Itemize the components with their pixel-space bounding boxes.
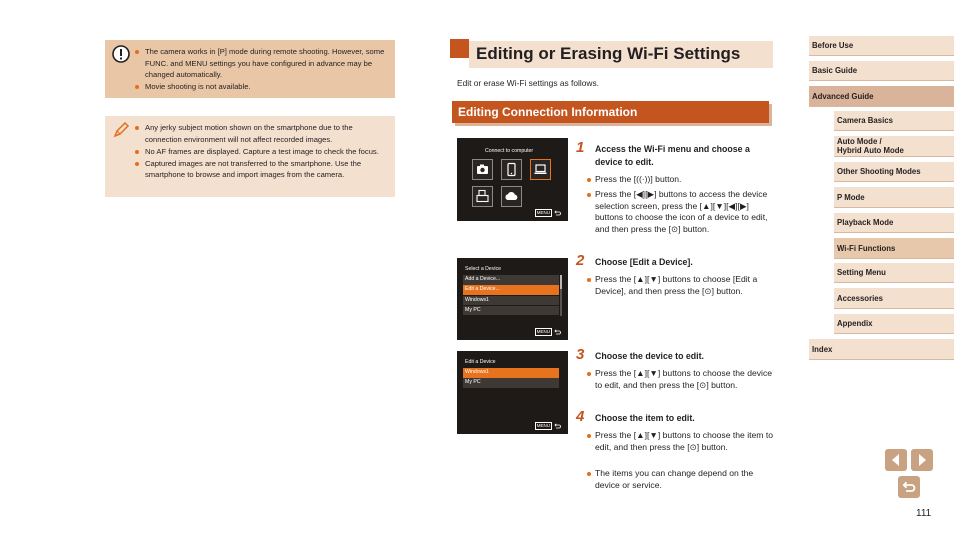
- step-bullet: [587, 189, 775, 235]
- screen-title: Select a Device: [465, 266, 502, 272]
- return-icon: [554, 423, 561, 429]
- menu-row: My PC: [463, 306, 559, 316]
- page-number: 111: [916, 508, 932, 519]
- return-icon: [554, 329, 561, 335]
- nav-label: [837, 137, 904, 155]
- nav-basic-guide[interactable]: [809, 61, 954, 81]
- return-icon: [554, 210, 561, 216]
- step-number: 3: [576, 346, 585, 363]
- smartphone-icon: [501, 159, 522, 180]
- menu-row-selected: Edit a Device...: [463, 285, 559, 295]
- menu-label: MENU: [536, 210, 550, 215]
- tips-item: No AF frames are displayed. Capture a test image to check the focus.: [133, 146, 387, 158]
- nav-label: Setting Menu: [837, 268, 886, 277]
- nav-appendix[interactable]: [834, 314, 954, 334]
- nav-label: Playback Mode: [837, 218, 894, 227]
- step-bullet: [587, 274, 775, 297]
- bullet-text: Press the [▲][▼] buttons to choose the device to edit, and then press the [⊙] button.: [595, 368, 773, 390]
- screen-title: Connect to computer: [485, 148, 534, 154]
- menu-row: My PC: [463, 378, 559, 388]
- camera-screen-connect: [457, 138, 568, 221]
- nav-label: P Mode: [837, 192, 865, 202]
- nav-label: Before Use: [812, 41, 854, 50]
- bullet-text: Press the [((·))] button.: [595, 174, 682, 184]
- nav-label: Basic Guide: [812, 66, 858, 75]
- nav-before-use[interactable]: [809, 36, 954, 56]
- nav-label: Advanced Guide: [812, 91, 874, 101]
- next-page-button[interactable]: [911, 449, 933, 471]
- menu-back-indicator: [535, 328, 561, 336]
- printer-icon: [472, 186, 493, 207]
- camera-icon: [472, 159, 493, 180]
- screen-title: Edit a Device: [465, 359, 496, 365]
- nav-label: Camera Basics: [837, 116, 893, 125]
- nav-label: Index: [812, 344, 833, 354]
- step-heading: Choose the device to edit.: [595, 351, 705, 361]
- caution-icon: [111, 44, 131, 64]
- nav-camera-basics[interactable]: [834, 111, 954, 131]
- nav-accessories[interactable]: [834, 288, 954, 309]
- step-number: 2: [576, 252, 585, 269]
- tips-item: Any jerky subject motion shown on the smartphone due to the connection environment will not affect recorded images.: [133, 122, 387, 145]
- nav-auto-mode[interactable]: [834, 136, 954, 157]
- title-marker: [450, 39, 469, 58]
- arrow-right-icon: [914, 452, 930, 468]
- tips-item: Captured images are not transferred to the smartphone. Use the smartphone to browse and import images from the camera.: [133, 158, 387, 181]
- camera-screen-select-device: [457, 258, 568, 340]
- nav-other-shooting-modes[interactable]: [834, 162, 954, 182]
- menu-back-indicator: [535, 209, 561, 217]
- previous-page-button[interactable]: [885, 449, 907, 471]
- step-bullet: [587, 368, 775, 391]
- menu-row: Windows1: [463, 296, 559, 306]
- nav-label-line1: Auto Mode /: [837, 137, 882, 146]
- caution-box: [105, 40, 395, 98]
- nav-label-line2: Hybrid Auto Mode: [837, 146, 904, 155]
- step-bullet: [587, 174, 775, 186]
- menu-back-indicator: [535, 422, 561, 430]
- nav-playback-mode[interactable]: [834, 213, 954, 233]
- nav-advanced-guide[interactable]: [809, 86, 954, 107]
- nav-wifi-functions[interactable]: [834, 238, 954, 259]
- menu-label: MENU: [536, 423, 550, 428]
- nav-p-mode[interactable]: [834, 187, 954, 208]
- nav-label: Wi-Fi Functions: [837, 243, 896, 253]
- intro-text: Edit or erase Wi-Fi settings as follows.: [457, 78, 599, 88]
- bullet-text: Press the [▲][▼] buttons to choose the item to edit, and then press the [⊙] button.: [595, 430, 773, 452]
- page-title: Editing or Erasing Wi-Fi Settings: [476, 44, 741, 63]
- bullet-text: The items you can change depend on the device or service.: [595, 468, 754, 490]
- step-number: 4: [576, 408, 585, 425]
- device-menu-list: [463, 275, 559, 316]
- section-title: Editing Connection Information: [458, 105, 638, 119]
- caution-item: Movie shooting is not available.: [133, 81, 387, 93]
- camera-screen-edit-device: [457, 351, 568, 434]
- nav-setting-menu[interactable]: [834, 263, 954, 283]
- return-button[interactable]: [898, 476, 920, 498]
- menu-row-selected: Windows1: [463, 368, 559, 378]
- step-number: 1: [576, 139, 585, 156]
- nav-label: Accessories: [837, 293, 883, 303]
- menu-row: Add a Device...: [463, 275, 559, 285]
- nav-label: Appendix: [837, 319, 873, 328]
- nav-label: Other Shooting Modes: [837, 167, 921, 176]
- menu-label: MENU: [536, 329, 550, 334]
- bullet-text: Press the [◀][▶] buttons to access the device selection screen, press the [▲][▼][◀][▶] buttons to choose the icon of a device to edit, and then press the [⊙] button.: [595, 189, 768, 234]
- step-heading: Choose the item to edit.: [595, 413, 695, 423]
- device-list: [463, 368, 559, 389]
- caution-item: The camera works in [P] mode during remote shooting. However, some FUNC. and MENU settings you have configured in advance may be changed automatically.: [133, 46, 387, 81]
- tips-box: [105, 116, 395, 197]
- return-icon: [901, 479, 917, 495]
- cloud-icon: [501, 186, 522, 207]
- computer-icon: [530, 159, 551, 180]
- step-heading: Choose [Edit a Device].: [595, 257, 693, 267]
- step-heading: Access the Wi-Fi menu and choose a device to edit.: [595, 144, 750, 167]
- step-bullet: [587, 430, 775, 453]
- step-bullet: [587, 468, 775, 491]
- pencil-icon: [111, 120, 131, 140]
- bullet-text: Press the [▲][▼] buttons to choose [Edit a Device], and then press the [⊙] button.: [595, 274, 758, 296]
- scrollbar: [560, 275, 562, 316]
- nav-index[interactable]: [809, 339, 954, 360]
- arrow-left-icon: [888, 452, 904, 468]
